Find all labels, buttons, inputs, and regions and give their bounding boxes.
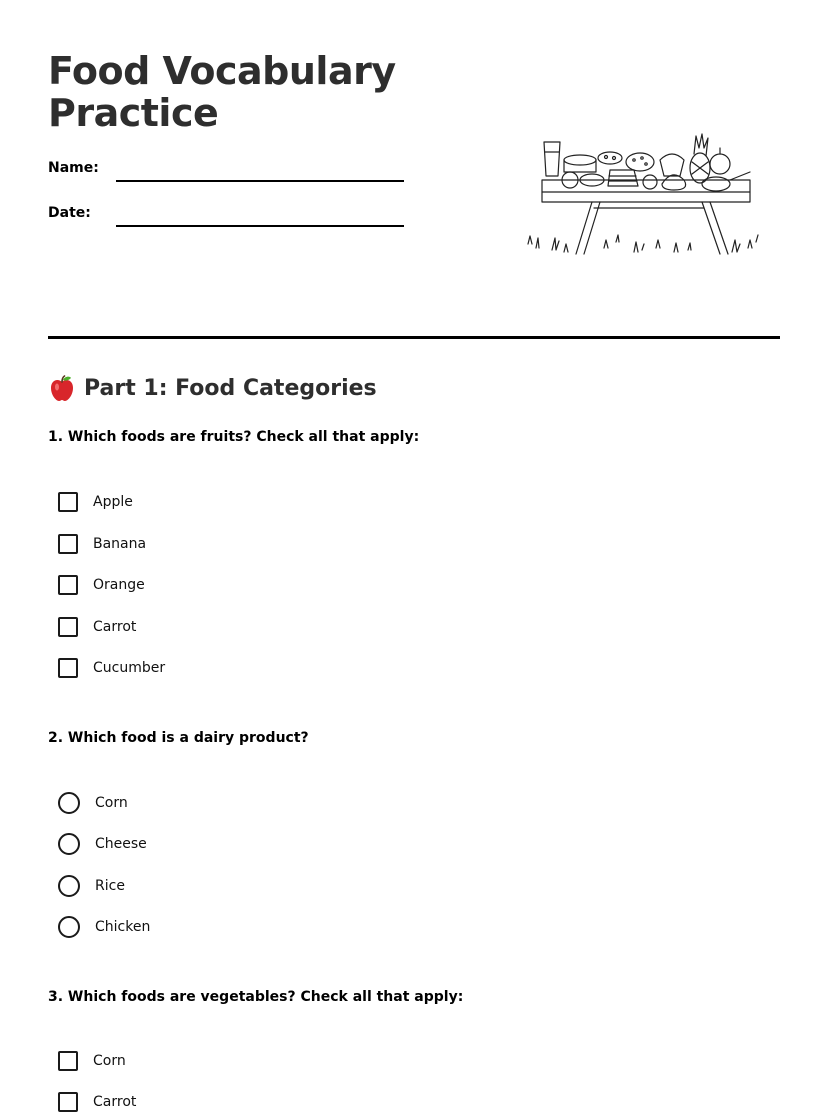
option-label: Carrot: [93, 619, 137, 635]
name-field[interactable]: [116, 180, 404, 182]
picnic-table-illustration: [524, 130, 760, 262]
date-label: Date:: [48, 205, 91, 221]
option-label: Cucumber: [93, 660, 166, 676]
question-2-option[interactable]: [58, 915, 150, 939]
page-title: [48, 50, 396, 134]
option-label: Orange: [93, 577, 145, 593]
name-label: Name:: [48, 160, 99, 176]
question-2-option[interactable]: [58, 832, 147, 856]
option-label: Corn: [93, 1053, 126, 1069]
option-label: Carrot: [93, 1094, 137, 1110]
option-label: Chicken: [95, 919, 151, 935]
option-label: Rice: [95, 878, 125, 894]
question-2-option[interactable]: [58, 874, 125, 898]
radio-button[interactable]: [58, 792, 80, 814]
radio-button[interactable]: [58, 916, 80, 938]
checkbox[interactable]: [58, 534, 78, 554]
section-divider: [48, 336, 780, 339]
radio-button[interactable]: [58, 833, 80, 855]
question-3-option[interactable]: [58, 1049, 126, 1073]
checkbox[interactable]: [58, 617, 78, 637]
question-1-option[interactable]: [58, 490, 133, 514]
option-label: Corn: [95, 795, 128, 811]
apple-icon: [48, 374, 76, 402]
question-1-option[interactable]: [58, 573, 145, 597]
page-title-line-1: Food Vocabulary: [48, 49, 396, 93]
question-1-option[interactable]: [58, 615, 136, 639]
radio-button[interactable]: [58, 875, 80, 897]
option-label: Banana: [93, 536, 147, 552]
question-3-option[interactable]: [58, 1090, 136, 1114]
question-2: 2. Which food is a dairy product?: [48, 730, 309, 746]
checkbox[interactable]: [58, 658, 78, 678]
question-2-option[interactable]: [58, 791, 128, 815]
date-field[interactable]: [116, 225, 404, 227]
checkbox[interactable]: [58, 1051, 78, 1071]
part-1-heading: [48, 374, 377, 402]
question-1-option[interactable]: [58, 532, 146, 556]
question-3: 3. Which foods are vegetables? Check all that apply:: [48, 989, 464, 1005]
option-label: Cheese: [95, 836, 147, 852]
question-1-option[interactable]: [58, 656, 165, 680]
checkbox[interactable]: [58, 1092, 78, 1112]
checkbox[interactable]: [58, 492, 78, 512]
page-title-line-2: Practice: [48, 91, 219, 135]
checkbox[interactable]: [58, 575, 78, 595]
part-1-heading-text: Part 1: Food Categories: [84, 375, 377, 401]
option-label: Apple: [93, 494, 133, 510]
question-1: 1. Which foods are fruits? Check all that apply:: [48, 429, 420, 445]
